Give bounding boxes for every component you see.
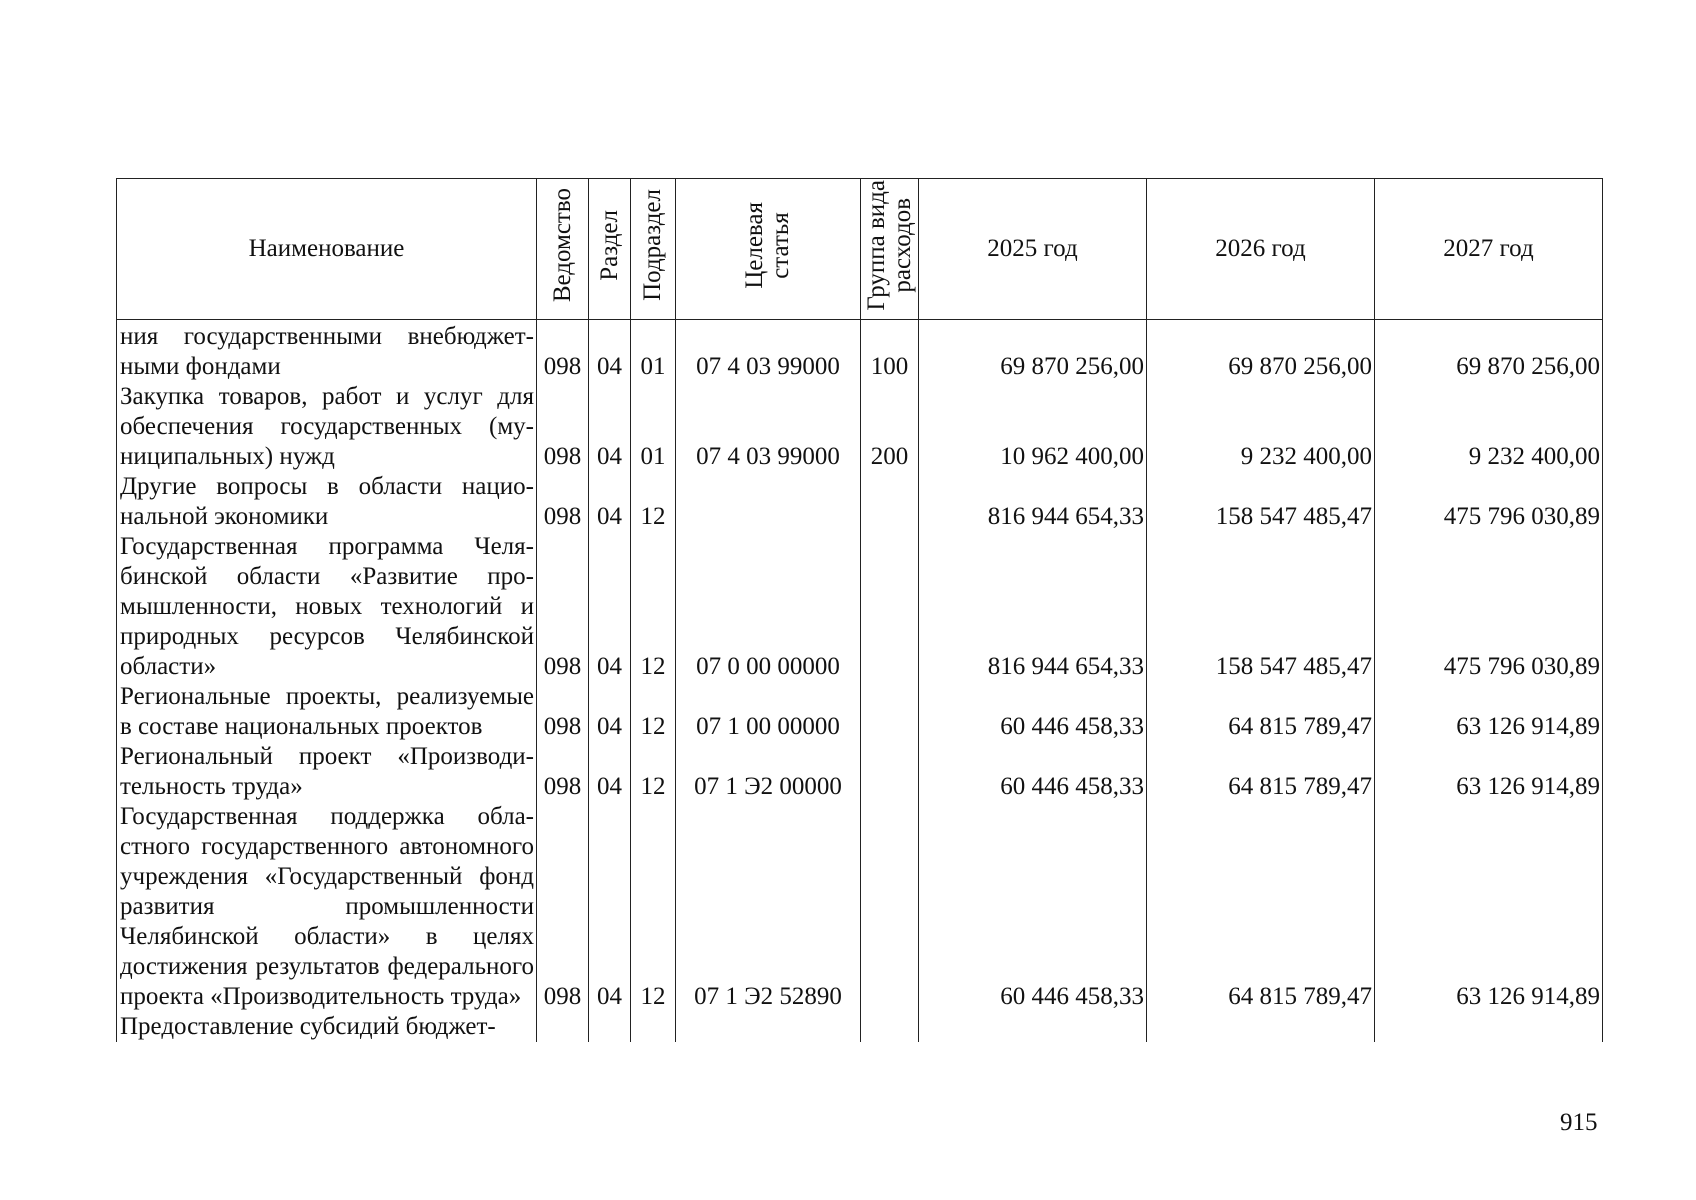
row-gruppa [861, 472, 919, 532]
row-name: Государственная программа Челябинской области «Развитие промышленности, новых технологий и природных ресурсов Челябинской области» [117, 532, 537, 682]
row-celevaya-statya: 07 4 03 99000 [676, 320, 861, 383]
row-vedomstvo: 098 [537, 382, 589, 472]
row-amount-2026: 158 547 485,47 [1147, 472, 1375, 532]
row-podrazdel: 01 [631, 320, 676, 383]
row-name: Региональные проекты, реализуемые в составе национальных проектов [117, 682, 537, 742]
row-gruppa [861, 682, 919, 742]
row-amount-2025: 816 944 654,33 [919, 472, 1147, 532]
header-gruppa-label [864, 180, 916, 311]
header-razdel-label: Раздел [595, 209, 623, 281]
row-gruppa: 200 [861, 382, 919, 472]
table-row [117, 682, 1603, 742]
header-gruppa-line2: расходов [888, 197, 916, 293]
row-amount-2026: 64 815 789,47 [1147, 742, 1375, 802]
row-amount-2026: 69 870 256,00 [1147, 320, 1375, 383]
row-name: Предоставление субсидий бюджет- [117, 1012, 537, 1042]
row-vedomstvo: 098 [537, 742, 589, 802]
row-amount-2027: 475 796 030,89 [1375, 472, 1603, 532]
header-gruppa-line1: Группа вида [862, 179, 890, 311]
row-gruppa [861, 532, 919, 682]
row-name: Другие вопросы в области национальной экономики [117, 472, 537, 532]
row-celevaya-statya: 07 4 03 99000 [676, 382, 861, 472]
table-row [117, 382, 1603, 472]
row-celevaya-statya: 07 1 00 00000 [676, 682, 861, 742]
row-name: Региональный проект «Производительность труда» [117, 742, 537, 802]
row-amount-2026 [1147, 1012, 1375, 1042]
table-row [117, 1012, 1603, 1042]
row-celevaya-statya [676, 472, 861, 532]
row-gruppa: 100 [861, 320, 919, 383]
table-body [117, 320, 1603, 1043]
row-amount-2027: 475 796 030,89 [1375, 532, 1603, 682]
row-razdel: 04 [589, 382, 631, 472]
header-row [117, 179, 1603, 320]
header-podrazdel [631, 179, 676, 320]
table-row [117, 472, 1603, 532]
row-vedomstvo: 098 [537, 472, 589, 532]
table-row [117, 532, 1603, 682]
row-podrazdel: 12 [631, 532, 676, 682]
row-amount-2027: 63 126 914,89 [1375, 742, 1603, 802]
header-year-2025: 2025 год [919, 179, 1147, 320]
row-vedomstvo: 098 [537, 320, 589, 383]
row-podrazdel [631, 1012, 676, 1042]
row-podrazdel: 12 [631, 742, 676, 802]
row-amount-2025: 60 446 458,33 [919, 742, 1147, 802]
row-amount-2027: 9 232 400,00 [1375, 382, 1603, 472]
row-celevaya-statya [676, 1012, 861, 1042]
row-gruppa [861, 1012, 919, 1042]
header-year-2027: 2027 год [1375, 179, 1603, 320]
row-vedomstvo: 098 [537, 802, 589, 1012]
row-vedomstvo: 098 [537, 532, 589, 682]
row-celevaya-statya: 07 1 Э2 52890 [676, 802, 861, 1012]
row-gruppa [861, 742, 919, 802]
row-razdel: 04 [589, 320, 631, 383]
header-name: Наименование [117, 179, 537, 320]
row-podrazdel: 01 [631, 382, 676, 472]
header-gruppa-vida-rashodov [861, 179, 919, 320]
header-vedomstvo-label: Ведомство [548, 187, 576, 303]
page-number: 915 [1560, 1109, 1598, 1136]
row-vedomstvo: 098 [537, 682, 589, 742]
row-amount-2026: 158 547 485,47 [1147, 532, 1375, 682]
row-celevaya-statya: 07 0 00 00000 [676, 532, 861, 682]
row-amount-2026: 64 815 789,47 [1147, 802, 1375, 1012]
row-razdel: 04 [589, 742, 631, 802]
header-celevaya-line1: Целевая [741, 201, 768, 289]
row-amount-2025: 60 446 458,33 [919, 682, 1147, 742]
row-amount-2026: 64 815 789,47 [1147, 682, 1375, 742]
row-vedomstvo [537, 1012, 589, 1042]
row-amount-2027: 63 126 914,89 [1375, 682, 1603, 742]
row-name: Закупка товаров, работ и услуг для обеспечения государственных (муниципальных) нужд [117, 382, 537, 472]
header-podrazdel-label: Подраздел [639, 189, 666, 301]
table-row [117, 320, 1603, 383]
row-razdel: 04 [589, 682, 631, 742]
row-gruppa [861, 802, 919, 1012]
row-razdel: 04 [589, 532, 631, 682]
row-razdel: 04 [589, 472, 631, 532]
budget-table [116, 178, 1603, 1042]
row-amount-2025: 60 446 458,33 [919, 802, 1147, 1012]
row-amount-2027: 63 126 914,89 [1375, 802, 1603, 1012]
table-header [117, 179, 1603, 320]
header-celevaya-statya-label [742, 202, 794, 289]
table-row [117, 742, 1603, 802]
row-amount-2027 [1375, 1012, 1603, 1042]
row-amount-2025: 69 870 256,00 [919, 320, 1147, 383]
row-podrazdel: 12 [631, 472, 676, 532]
row-amount-2026: 9 232 400,00 [1147, 382, 1375, 472]
row-amount-2027: 69 870 256,00 [1375, 320, 1603, 383]
row-podrazdel: 12 [631, 802, 676, 1012]
header-razdel [589, 179, 631, 320]
header-celevaya-statya [676, 179, 861, 320]
header-year-2026: 2026 год [1147, 179, 1375, 320]
row-name: Государственная поддержка областного государственного автономного учреждения «Государственный фонд развития промышленности Челябинской области» в целях достижения результатов федерального проекта «Производительность труда» [117, 802, 537, 1012]
table-row [117, 802, 1603, 1012]
row-razdel: 04 [589, 802, 631, 1012]
row-amount-2025: 816 944 654,33 [919, 532, 1147, 682]
row-podrazdel: 12 [631, 682, 676, 742]
row-name: ния государственными внебюджетными фондами [117, 320, 537, 383]
header-vedomstvo [537, 179, 589, 320]
row-razdel [589, 1012, 631, 1042]
row-amount-2025 [919, 1012, 1147, 1042]
header-celevaya-line2: статья [767, 211, 794, 279]
row-amount-2025: 10 962 400,00 [919, 382, 1147, 472]
row-celevaya-statya: 07 1 Э2 00000 [676, 742, 861, 802]
